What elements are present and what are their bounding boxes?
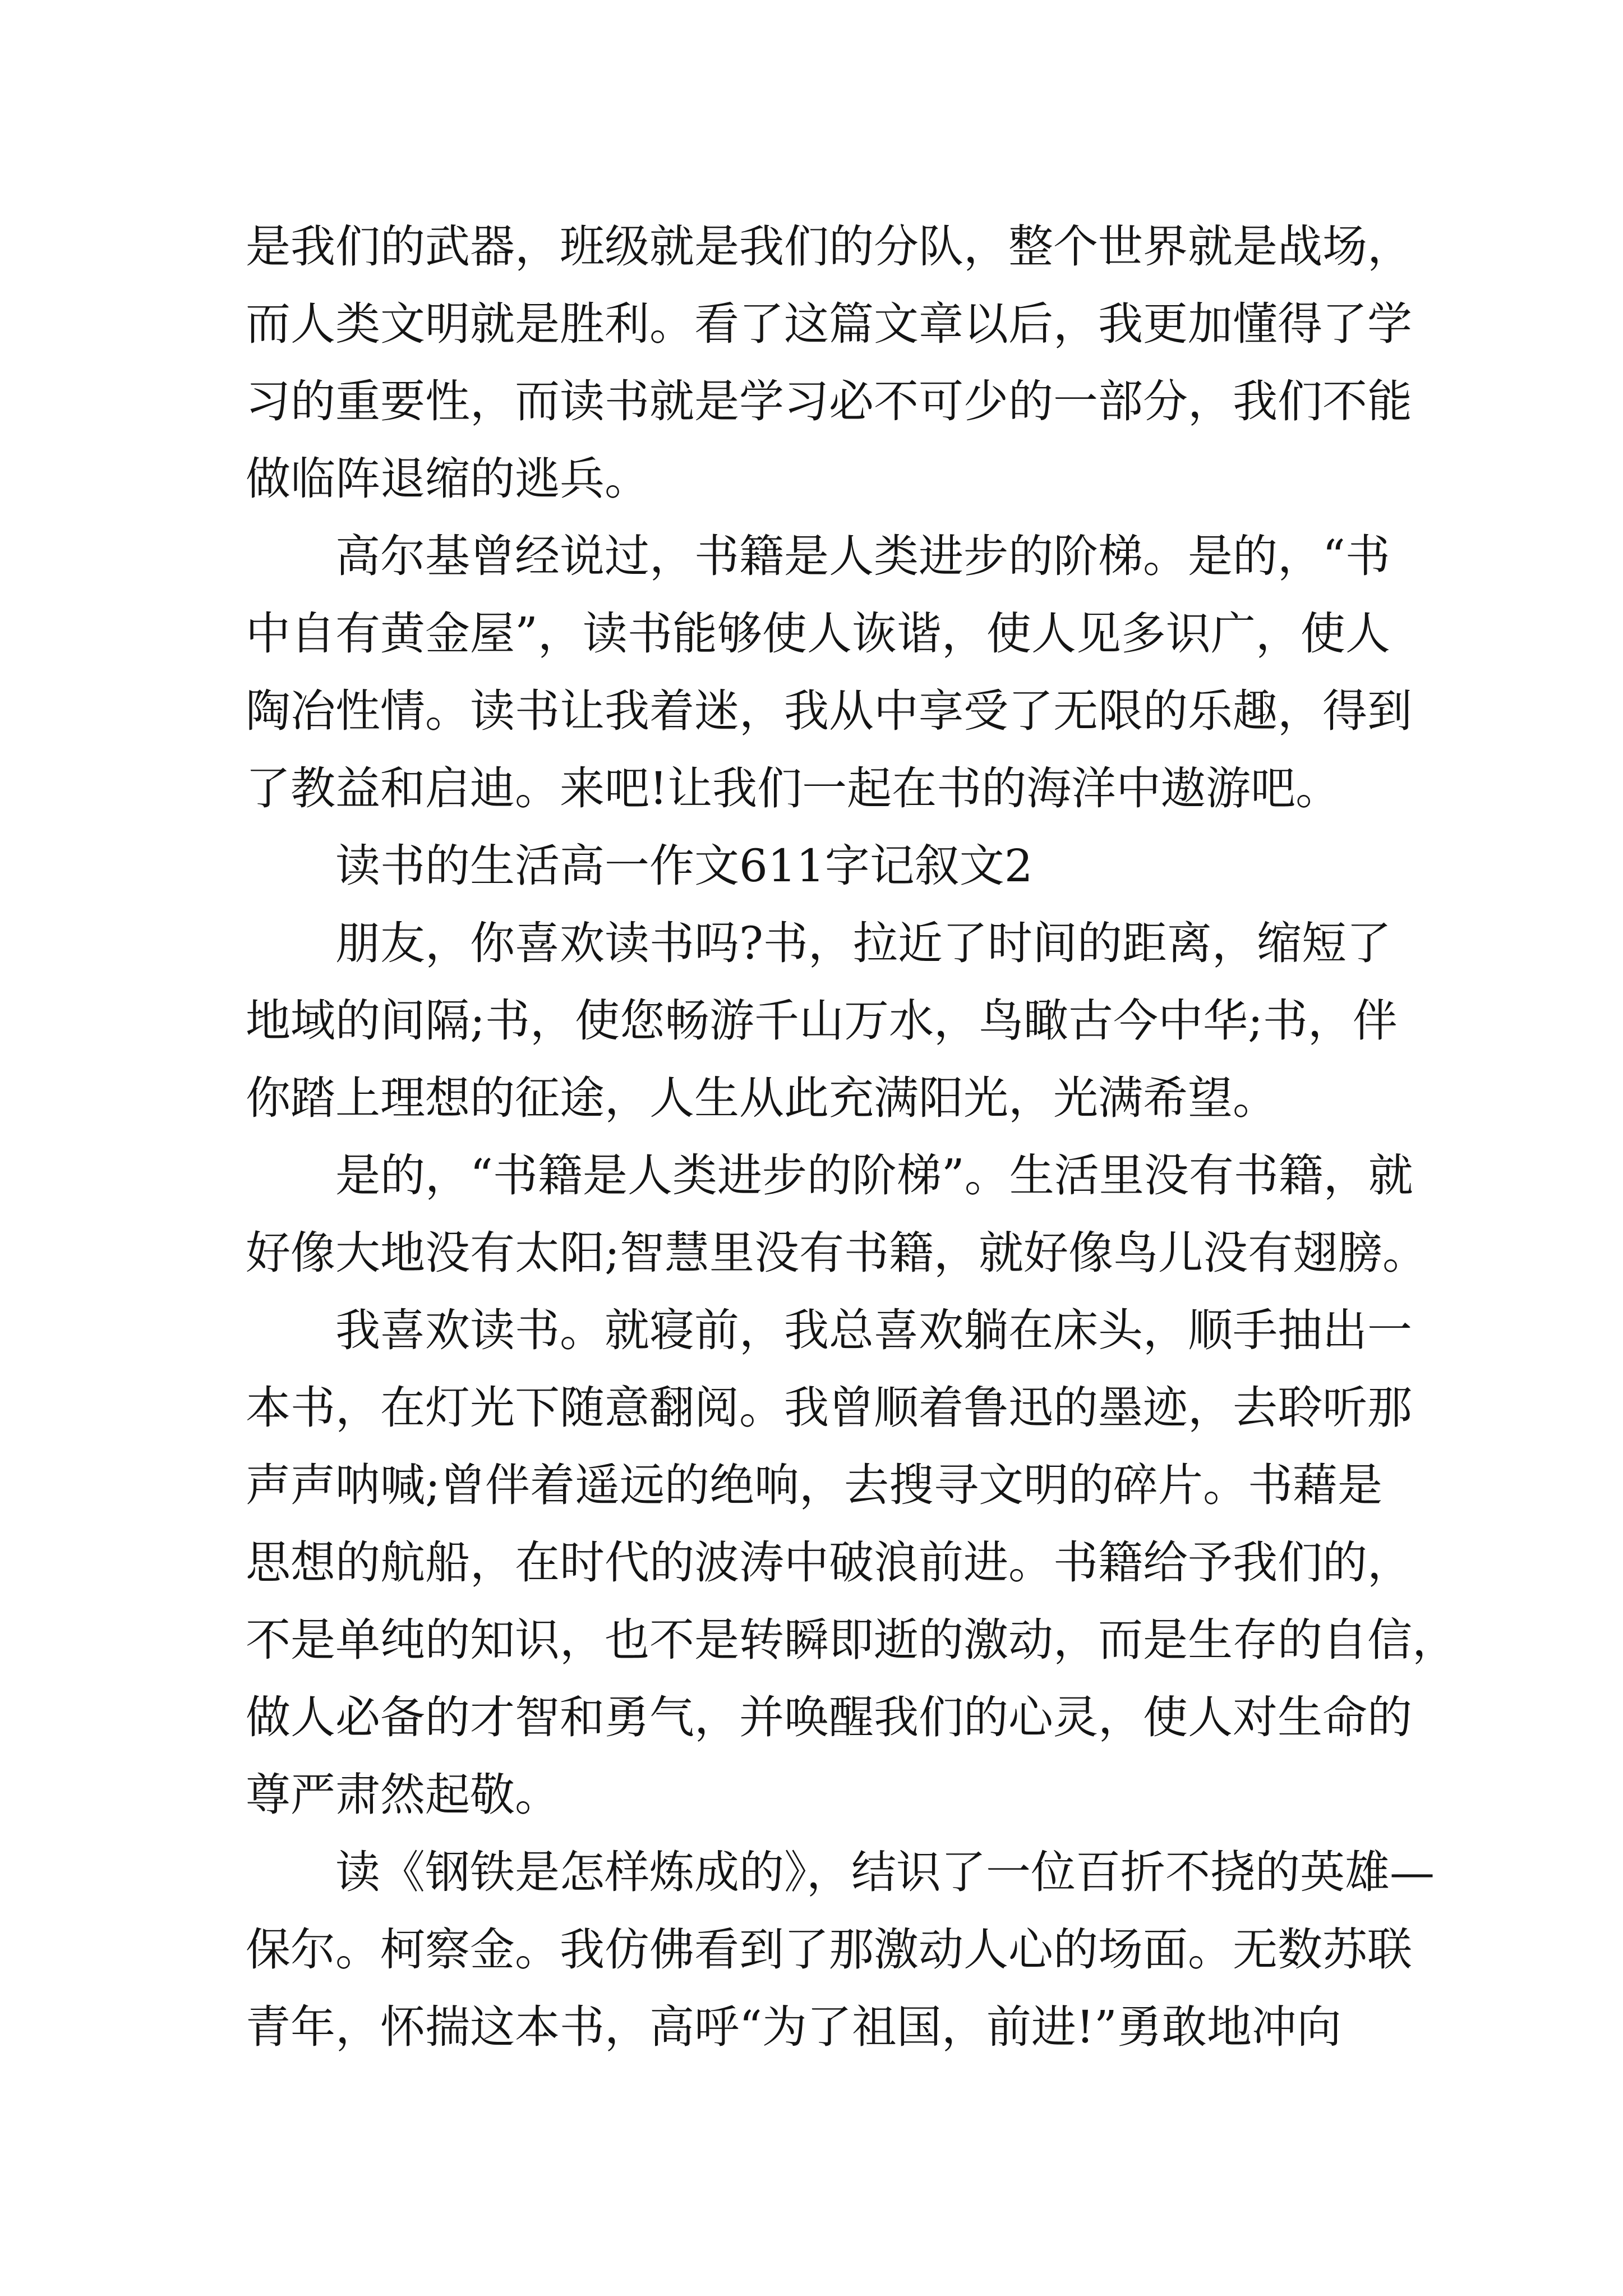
- paragraph-first-line: 读《钢铁是怎样炼成的》，结识了一位百折不挠的英雄—: [335, 1846, 1435, 1898]
- text-line: 青年，怀揣这本书，高呼“为了祖国，前进!”勇敢地冲向: [246, 2001, 1341, 2053]
- paragraph-first-line: 朋友，你喜欢读书吗?书，拉近了时间的距离，缩短了: [335, 917, 1391, 969]
- text-line: 做临阵退缩的逃兵。: [246, 453, 649, 505]
- text-line: 陶冶性情。读书让我着迷，我从中享受了无限的乐趣，得到: [246, 685, 1412, 737]
- section-heading: 读书的生活高一作文611字记叙文2: [335, 840, 1033, 892]
- text-line: 思想的航船，在时代的波涛中破浪前进。书籍给予我们的，: [246, 1536, 1412, 1589]
- text-line: 保尔。柯察金。我仿佛看到了那激动人心的场面。无数苏联: [246, 1924, 1412, 1976]
- text-line: 了教益和启迪。来吧!让我们一起在书的海洋中遨游吧。: [246, 762, 1341, 815]
- text-line: 本书，在灯光下随意翻阅。我曾顺着鲁迅的墨迹，去聆听那: [246, 1382, 1412, 1434]
- paragraph-first-line: 我喜欢读书。就寝前，我总喜欢躺在床头，顺手抽出一: [335, 1304, 1412, 1356]
- paragraph-first-line: 高尔基曾经说过，书籍是人类进步的阶梯。是的，“书: [335, 530, 1390, 582]
- text-line: 声声呐喊;曾伴着遥远的绝响，去搜寻文明的碎片。书藉是: [246, 1459, 1382, 1511]
- paragraph-first-line: 是的，“书籍是人类进步的阶梯”。生活里没有书籍，就: [335, 1149, 1413, 1202]
- text-line: 做人必备的才智和勇气，并唤醒我们的心灵，使人对生命的: [246, 1691, 1412, 1743]
- text-line: 是我们的武器，班级就是我们的分队，整个世界就是战场，: [246, 220, 1412, 273]
- text-line: 地域的间隔;书，使您畅游千山万水，鸟瞰古今中华;书，伴: [246, 995, 1398, 1047]
- text-line: 你踏上理想的征途，人生从此充满阳光，光满希望。: [246, 1072, 1278, 1124]
- text-line: 而人类文明就是胜利。看了这篇文章以后，我更加懂得了学: [246, 298, 1412, 350]
- text-line: 习的重要性，而读书就是学习必不可少的一部分，我们不能: [246, 375, 1412, 427]
- text-line: 不是单纯的知识，也不是转瞬即逝的激动，而是生存的自信，: [246, 1614, 1457, 1666]
- text-line: 中自有黄金屋”，读书能够使人诙谐，使人见多识广，使人: [246, 608, 1390, 660]
- text-line: 好像大地没有太阳;智慧里没有书籍，就好像鸟儿没有翅膀。: [246, 1227, 1427, 1279]
- text-line: 尊严肃然起敬。: [246, 1769, 560, 1821]
